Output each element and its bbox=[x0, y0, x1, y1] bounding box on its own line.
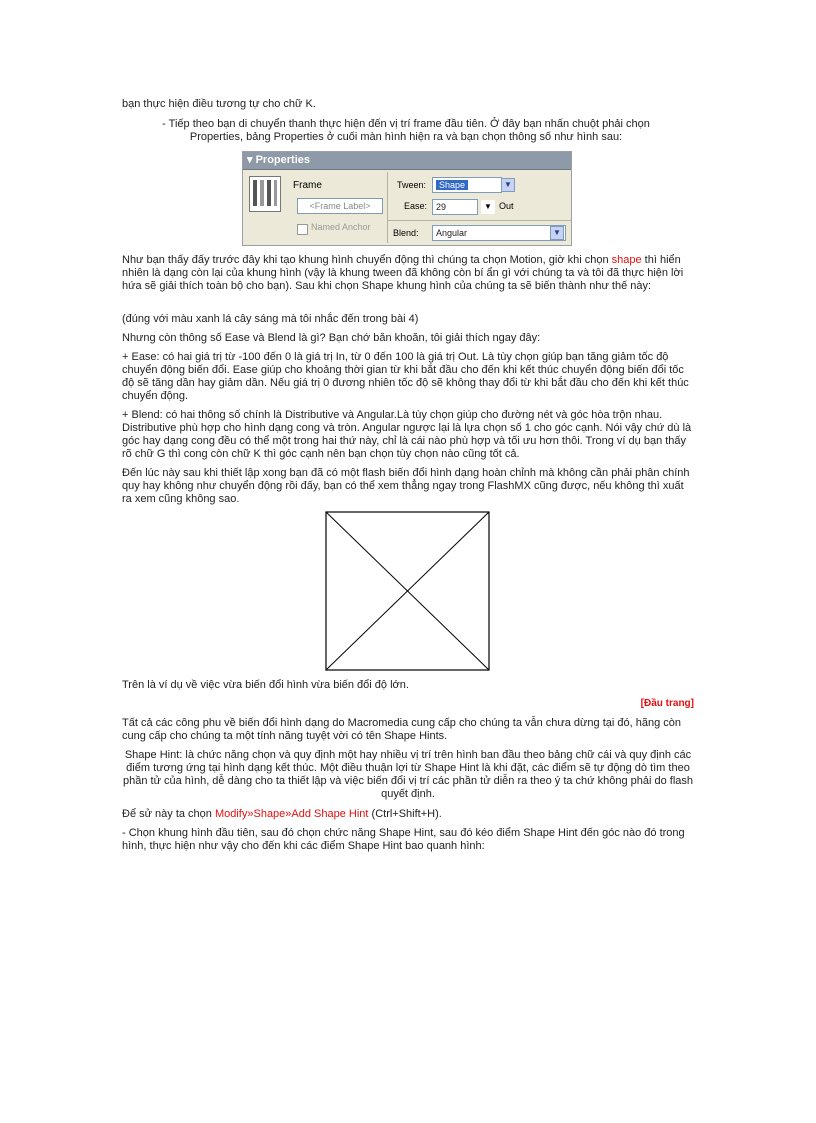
ease-slider-arrow-icon[interactable]: ▼ bbox=[481, 200, 495, 214]
frame-label-input[interactable]: <Frame Label> bbox=[297, 198, 383, 214]
tween-value: Shape bbox=[436, 180, 468, 190]
highlight-shape: shape bbox=[611, 254, 642, 266]
paragraph-12-part-b: (Ctrl+Shift+H). bbox=[368, 808, 442, 820]
panel-header[interactable] bbox=[243, 152, 571, 170]
tween-label: Tween: bbox=[397, 180, 427, 190]
frame-icon bbox=[249, 176, 281, 212]
named-anchor-checkbox[interactable] bbox=[297, 224, 308, 235]
divider bbox=[387, 220, 571, 221]
paragraph-5: Nhưng còn thông số Ease và Blend là gì? Bạn chớ băn khoăn, tôi giải thích ngay đây: bbox=[122, 332, 541, 344]
blend-select[interactable]: Angular bbox=[432, 225, 566, 241]
paragraph-3-part-a: Như bạn thấy đấy trước đây khi tạo khung hình chuyển động thì chúng ta chọn Motion, giờ khi chọn bbox=[122, 254, 612, 266]
paragraph-3-part-b: thì hiển nhiên là dạng còn lại của khung hình (vậy là khung tween đã không còn bí ẩn gì với chúng ta và tôi đã thực hiện lời hứa sẽ giải thích toàn bộ cho bạn). Sau khi chọn Shape khung hình của chúng ta sẽ biến thành như thế này: bbox=[122, 254, 684, 292]
filmstrip-icon bbox=[250, 177, 280, 211]
menu-path: Modify»Shape»Add Shape Hint bbox=[214, 808, 369, 820]
paragraph-13: - Chọn khung hình đầu tiên, sau đó chọn chức năng Shape Hint, sau đó kéo điểm Shape Hint đến góc nào đó trong hình, thực hiện như vậy cho đến khi các điểm Shape Hint bao quanh hình: bbox=[122, 827, 685, 852]
chevron-down-icon[interactable]: ▼ bbox=[501, 178, 515, 192]
paragraph-12-part-a: Để sử này ta chọn bbox=[122, 808, 215, 820]
named-anchor-label: Named Anchor bbox=[311, 222, 371, 232]
collapse-arrow-icon[interactable]: ▾ bbox=[247, 154, 253, 166]
top-link[interactable]: [Đầu trang] bbox=[640, 698, 694, 709]
properties-panel bbox=[242, 151, 572, 246]
out-label: Out bbox=[499, 201, 514, 211]
paragraph-3 bbox=[122, 254, 694, 293]
paragraph-12 bbox=[122, 808, 694, 821]
paragraph-2: - Tiếp theo bạn di chuyển thanh thực hiện đến vị trí frame đầu tiên. Ở đây bạn nhấn chuột phải chọn Properties, bảng Properties ở cuối màn hình hiện ra và bạn chọn thông số như hình sau: bbox=[162, 118, 650, 143]
paragraph-10: Tất cả các công phu về biến đổi hình dạng do Macromedia cung cấp cho chúng ta vẫn chưa dừng tại đó, hãng còn cung cấp cho chúng ta một tính năng tuyệt vời có tên Shape Hints. bbox=[122, 717, 681, 742]
chevron-down-icon[interactable]: ▼ bbox=[550, 226, 564, 240]
ease-label: Ease: bbox=[404, 201, 428, 211]
panel-title: Properties bbox=[255, 154, 311, 166]
frame-label: Frame bbox=[293, 180, 322, 191]
tween-select[interactable] bbox=[432, 177, 502, 193]
shape-diagram bbox=[325, 511, 490, 671]
caption: Trên là ví dụ về việc vừa biến đổi hình vừa biến đổi độ lớn. bbox=[122, 679, 409, 691]
paragraph-4: (đúng với màu xanh lá cây sáng mà tôi nhắc đến trong bài 4) bbox=[122, 313, 419, 325]
paragraph-blend: + Blend: có hai thông số chính là Distributive và Angular.Là tùy chọn giúp cho đường nét và góc hòa trộn nhau. Distributive phù hợp cho hình dạng cong và tròn. Angular ngược lại là lựa chọn số 1 cho góc cạnh. Nói vậy chứ dù là góc hay dạng cong đều có thể một trong hai thứ này, chỉ là cái nào phù hợp và tối ưu hơn thôi. Trong ví dụ bạn thấy rõ chữ G thì cong còn chữ K thì góc cạnh nên bạn chọn tùy chọn nào cũng tốt cả. bbox=[122, 409, 692, 460]
paragraph-ease: + Ease: có hai giá trị từ -100 đến 0 là giá trị In, từ 0 đến 100 là giá trị Out. Là tùy chọn giúp bạn tăng giảm tốc độ chuyển động biến đổi. Ease giúp cho khoảng thời gian từ khi bắt đầu cho đến khi kết thúc chuyển động biến đổi tốc độ sẽ tăng dần hay giảm dần. Nếu giá trị 0 đương nhiên tốc độ sẽ không thay đổi từ khi bắt đầu cho đến khi kết thúc chuyển động. bbox=[122, 351, 689, 402]
ease-input[interactable]: 29 bbox=[432, 199, 478, 215]
divider bbox=[387, 172, 388, 243]
paragraph-8: Đến lúc này sau khi thiết lập xong bạn đã có một flash biến đổi hình dạng hoàn chỉnh mà không cần phải phân chính quy hay không như chuyển động rồi đấy, bạn có thể xem thẳng ngay trong FlashMX cũng được, nếu không thì xuất ra xem cũng không sao. bbox=[122, 467, 690, 505]
paragraph-shape-hint: Shape Hint: là chức năng chọn và quy định một hay nhiều vị trí trên hình ban đầu theo bảng chữ cái và quy định các điểm tương ứng tại hình dạng kết thúc. Một điều thuận lợi từ Shape Hint là khi đặt, các điểm sẽ tự động dò tìm theo phần tử của hình, dễ dàng cho ta thiết lập và việc biến đổi vị trí các phần tử diễn ra theo ý ta chứ không phải do flash quyết định. bbox=[122, 749, 693, 800]
paragraph-1: bạn thực hiện điều tương tự cho chữ K. bbox=[122, 98, 316, 110]
blend-label: Blend: bbox=[393, 228, 419, 238]
